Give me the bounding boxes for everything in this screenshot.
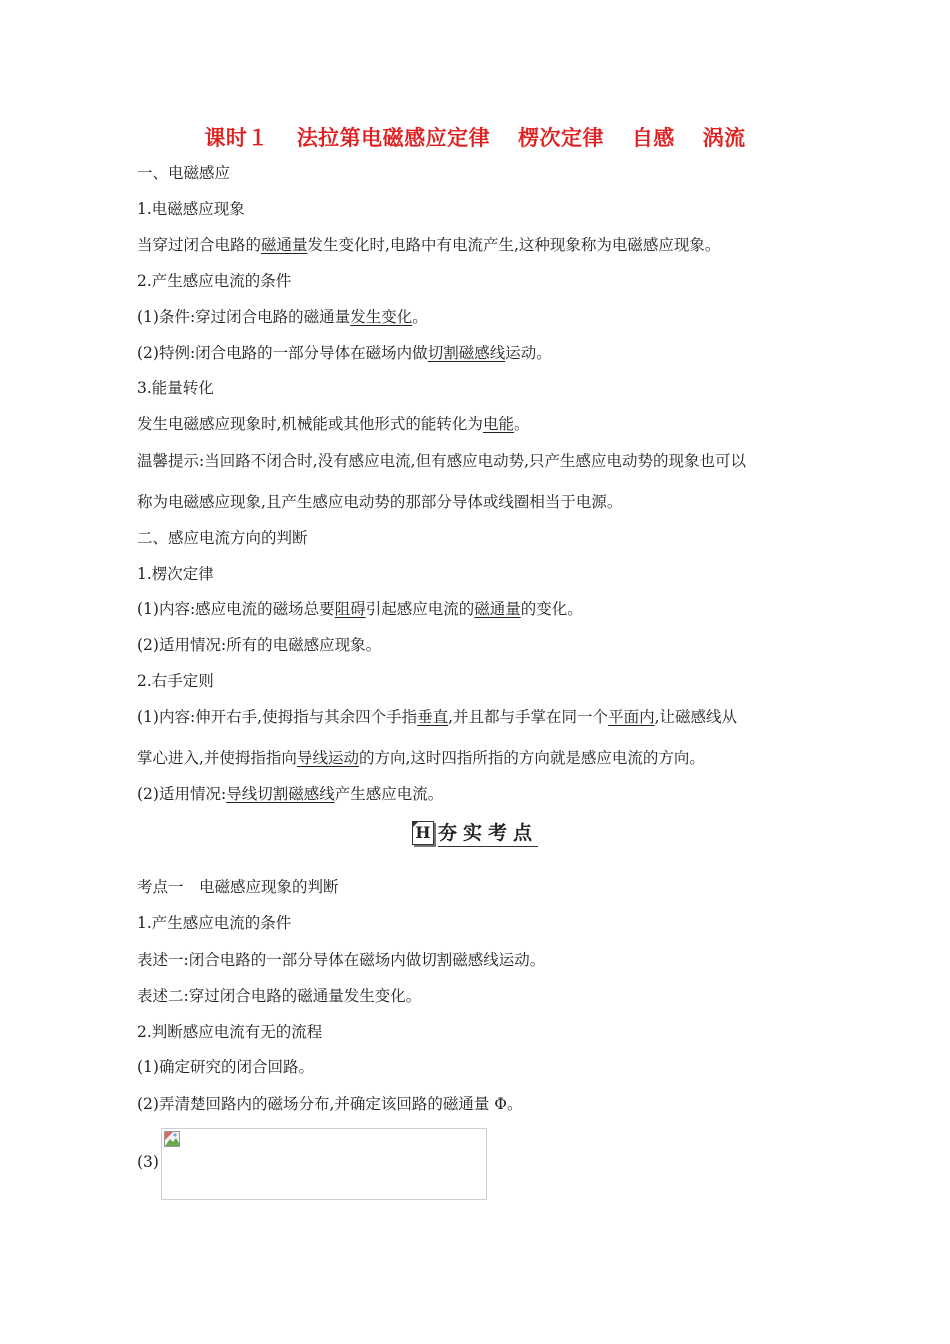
- text-segment: (2)适用情况:所有的电磁感应现象。: [137, 636, 382, 654]
- text-segment: (1)内容:伸开右手,使拇指与其余四个手指: [137, 708, 418, 726]
- title-part: 法拉第电磁感应定律: [296, 125, 491, 150]
- image-placeholder: [161, 1128, 487, 1200]
- text-segment: 考点一 电磁感应现象的判断: [137, 878, 339, 896]
- text-segment: 掌心进入,并使拇指指向: [137, 749, 297, 767]
- text-segment: 。: [513, 415, 530, 433]
- text-line: [137, 307, 428, 327]
- section-heading: [0, 818, 950, 847]
- text-line: [137, 564, 214, 584]
- text-line: [137, 635, 381, 655]
- title-part: 课时１: [204, 125, 269, 150]
- text-line: [137, 599, 583, 619]
- text-line: [137, 343, 552, 363]
- title-part: 涡流: [702, 125, 746, 150]
- underlined-term: 导线切割磁感线: [226, 785, 335, 803]
- text-line: [137, 199, 245, 219]
- text-segment: 表述二:穿过闭合电路的磁通量发生变化。: [137, 987, 422, 1005]
- text-line: [137, 451, 746, 471]
- text-line: [137, 1022, 322, 1042]
- text-segment: (2)适用情况:: [137, 785, 227, 803]
- text-line: [137, 671, 214, 691]
- broken-image-icon: [164, 1131, 180, 1147]
- section-badge-icon: H: [412, 821, 434, 845]
- text-segment: 运动。: [505, 344, 552, 362]
- text-line: [137, 950, 545, 970]
- text-line: [137, 877, 339, 897]
- underlined-term: 阻碍: [334, 600, 366, 618]
- title-part: 楞次定律: [518, 125, 604, 150]
- page-title: [0, 122, 950, 152]
- text-line: [137, 492, 622, 512]
- section-label: 夯实考点: [438, 818, 538, 847]
- text-segment: 当穿过闭合电路的: [137, 236, 262, 254]
- underlined-term: 电能: [482, 415, 514, 433]
- text-line: [137, 1057, 314, 1077]
- text-line: [137, 1094, 523, 1114]
- text-segment: 称为电磁感应现象,且产生感应电动势的那部分导体或线圈相当于电源。: [137, 493, 623, 511]
- text-line: [137, 748, 705, 768]
- text-line: [137, 784, 443, 804]
- text-segment: 发生电磁感应现象时,机械能或其他形式的能转化为: [137, 415, 483, 433]
- text-segment: (1)内容:感应电流的磁场总要: [137, 600, 335, 618]
- text-segment: 1.产生感应电流的条件: [137, 914, 292, 932]
- text-segment: 产生感应电流。: [334, 785, 444, 803]
- text-segment: 引起感应电流的: [365, 600, 475, 618]
- text-segment: 3.能量转化: [137, 379, 214, 397]
- text-line: [137, 414, 529, 434]
- underlined-term: 切割磁感线: [427, 344, 506, 362]
- text-line: [137, 271, 291, 291]
- text-line: [137, 986, 421, 1006]
- underlined-term: 磁通量: [474, 600, 521, 618]
- underlined-term: 发生变化: [350, 308, 413, 326]
- text-line: [137, 163, 230, 183]
- text-segment: 二、感应电流方向的判断: [137, 529, 308, 547]
- underlined-term: 垂直: [417, 708, 449, 726]
- text-line: [137, 707, 737, 727]
- title-part: 自感: [631, 125, 675, 150]
- text-segment: 发生变化时,电路中有电流产生,这种现象称为电磁感应现象。: [307, 236, 721, 254]
- text-segment: 2.产生感应电流的条件: [137, 272, 292, 290]
- text-line: [137, 913, 291, 933]
- text-line: [137, 528, 308, 548]
- text-segment: (1)确定研究的闭合回路。: [137, 1058, 314, 1076]
- text-segment: 表述一:闭合电路的一部分导体在磁场内做切割磁感线运动。: [137, 951, 546, 969]
- text-segment: (1)条件:穿过闭合电路的磁通量: [137, 308, 351, 326]
- text-segment: 一、电磁感应: [137, 164, 231, 182]
- text-segment: (2)弄清楚回路内的磁场分布,并确定该回路的磁通量 Φ。: [137, 1095, 523, 1113]
- text-segment: 的变化。: [520, 600, 583, 618]
- text-segment: 2.右手定则: [137, 672, 214, 690]
- text-segment: (2)特例:闭合电路的一部分导体在磁场内做: [137, 344, 428, 362]
- text-line: [137, 378, 214, 398]
- text-segment: 2.判断感应电流有无的流程: [137, 1023, 323, 1041]
- text-segment: ,让磁感线从: [654, 708, 738, 726]
- underlined-term: 磁通量: [261, 236, 308, 254]
- underlined-term: 导线运动: [296, 749, 359, 767]
- text-segment: 温馨提示:当回路不闭合时,没有感应电流,但有感应电动势,只产生感应电动势的现象也可以: [137, 452, 747, 470]
- text-segment: 1.电磁感应现象: [137, 200, 245, 218]
- text-segment: 1.楞次定律: [137, 565, 214, 583]
- list-item-3-label: (3): [137, 1153, 159, 1171]
- underlined-term: 平面内: [608, 708, 655, 726]
- text-segment: ,并且都与手掌在同一个: [448, 708, 609, 726]
- text-segment: 的方向,这时四指所指的方向就是感应电流的方向。: [358, 749, 705, 767]
- text-line: [137, 235, 720, 255]
- text-segment: 。: [412, 308, 428, 326]
